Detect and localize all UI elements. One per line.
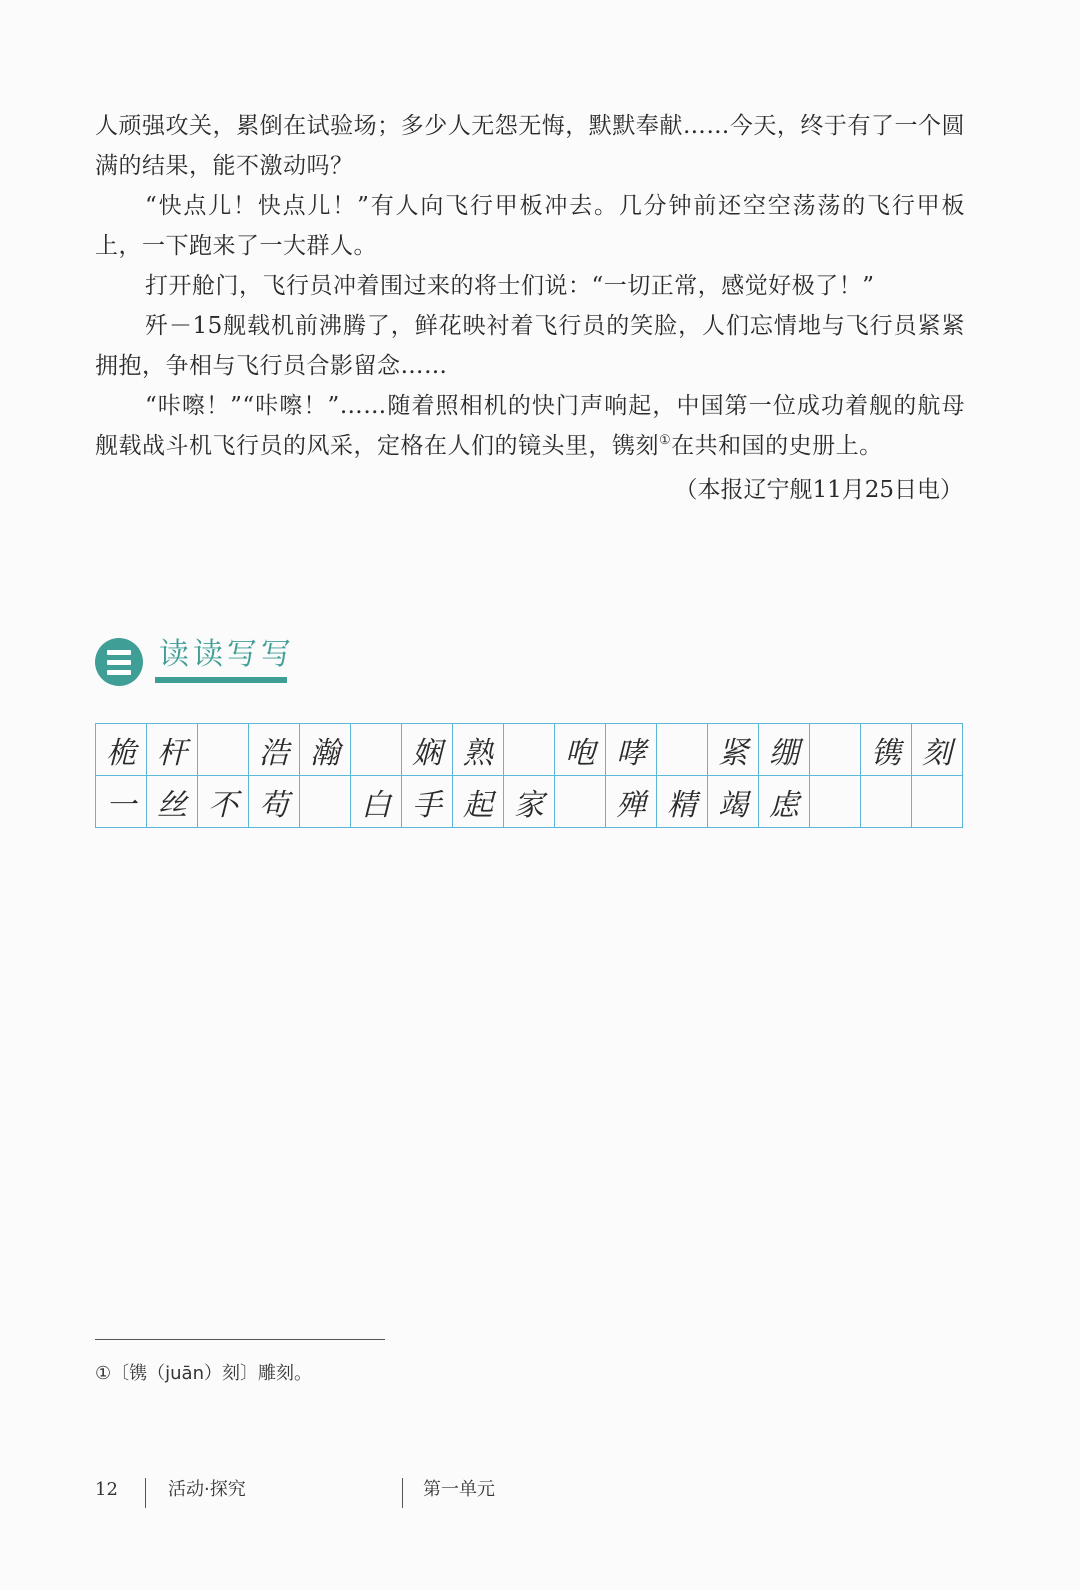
article-body: [95, 106, 965, 510]
section-title: 读读写写: [159, 637, 295, 672]
grid-cell: 精: [657, 776, 708, 828]
footnote-marker[interactable]: ①: [659, 433, 672, 448]
grid-cell: 浩: [249, 724, 300, 776]
footnote: ①〔镌（juān）刻〕雕刻。: [95, 1363, 312, 1384]
grid-cell: 咆: [555, 724, 606, 776]
grid-cell: 家: [504, 776, 555, 828]
grid-cell: 熟: [453, 724, 504, 776]
grid-cell: 手: [402, 776, 453, 828]
paragraph-text-after-note: 在共和国的史册上。: [671, 433, 883, 459]
grid-cell: [810, 724, 861, 776]
grid-cell: [504, 724, 555, 776]
grid-cell: 不: [198, 776, 249, 828]
grid-cell: [300, 776, 351, 828]
footnote-divider: [95, 1339, 385, 1340]
section-underline: [155, 677, 287, 683]
paragraph-with-footnote: [95, 386, 965, 466]
paragraph: “快点儿！快点儿！”有人向飞行甲板冲去。几分钟前还空空荡荡的飞行甲板上，一下跑来了一大群人。: [95, 193, 965, 259]
grid-cell: 瀚: [300, 724, 351, 776]
grid-cell: 绷: [759, 724, 810, 776]
grid-cell: [657, 724, 708, 776]
grid-cell: 桅: [96, 724, 147, 776]
footer-section-label: 活动·探究: [168, 1479, 246, 1500]
grid-cell: [351, 724, 402, 776]
grid-cell: 丝: [147, 776, 198, 828]
grid-cell: [912, 776, 963, 828]
grid-cell: 紧: [708, 724, 759, 776]
grid-cell: 白: [351, 776, 402, 828]
grid-cell: 竭: [708, 776, 759, 828]
grid-cell: 苟: [249, 776, 300, 828]
footer-unit-label: 第一单元: [423, 1479, 495, 1500]
grid-cell: 殚: [606, 776, 657, 828]
grid-cell: [198, 724, 249, 776]
section-three-icon: [95, 638, 143, 686]
grid-cell: 镌: [861, 724, 912, 776]
paragraph: 歼－15舰载机前沸腾了，鲜花映衬着飞行员的笑脸，人们忘情地与飞行员紧紧拥抱，争相与飞行员合影留念……: [95, 313, 965, 379]
paragraph-text-before-note: “咔嚓！”“咔嚓！”……随着照相机的快门声响起，中国第一位成功着舰的航母舰载战斗机飞行员的风采，定格在人们的镜头里，镌刻: [95, 393, 965, 459]
grid-cell: [810, 776, 861, 828]
paragraph: 人顽强攻关，累倒在试验场；多少人无怨无悔，默默奉献……今天，终于有了一个圆满的结果，能不激动吗？: [95, 113, 965, 179]
grid-cell: 刻: [912, 724, 963, 776]
grid-cell: [555, 776, 606, 828]
page-number: 12: [95, 1479, 118, 1500]
footer-divider: [145, 1478, 146, 1508]
grid-cell: 虑: [759, 776, 810, 828]
dateline: （本报辽宁舰11月25日电）: [674, 477, 963, 503]
grid-cell: 哮: [606, 724, 657, 776]
section-header: [95, 633, 395, 693]
grid-cell: 一: [96, 776, 147, 828]
grid-cell: 杆: [147, 724, 198, 776]
grid-cell: 娴: [402, 724, 453, 776]
practice-character-grid: [95, 723, 963, 828]
paragraph: 打开舱门，飞行员冲着围过来的将士们说：“一切正常，感觉好极了！”: [145, 273, 875, 299]
footer-divider: [402, 1478, 403, 1508]
grid-cell: [861, 776, 912, 828]
grid-cell: 起: [453, 776, 504, 828]
page-footer: [95, 1476, 695, 1510]
